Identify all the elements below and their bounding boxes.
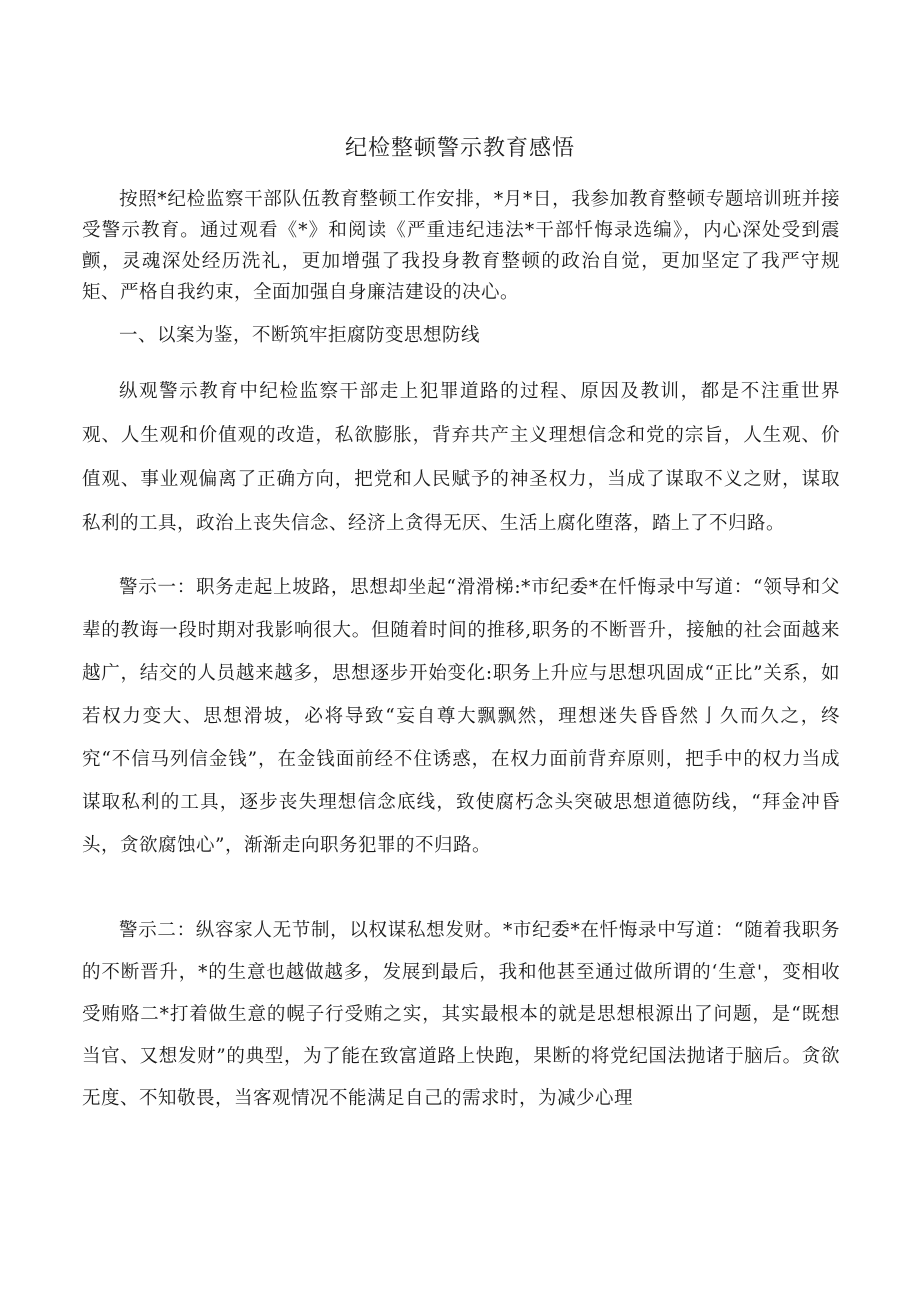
intro-paragraph: 按照*纪检监察干部队伍教育整顿工作安排，*月*日，我参加教育整顿专题培训班并接受警示教育。通过观看《*》和阅读《严重违纪违法*干部忏悔录选编》，内心深处受到震颤，灵魂深处经历洗礼，更加增强了我投身教育整顿的政治自觉，更加坚定了我严守规矩、严格自我约束，全面加强自身廉洁建设的决心。 <box>82 189 840 303</box>
analysis-paragraph: 纵观警示教育中纪检监察干部走上犯罪道路的过程、原因及教训，都是不注重世界观、人生观和价值观的改造，私欲膨胀，背弃共产主义理想信念和党的宗旨，人生观、价值观、事业观偏离了正确方向，把党和人民赋予的神圣权力，当成了谋取不义之财，谋取私利的工具，政治上丧失信念、经济上贪得无厌、生活上腐化堕落，踏上了不归路。 <box>82 381 840 534</box>
warning-two-paragraph: 警示二：纵容家人无节制，以权谋私想发财。*市纪委*在忏悔录中写道：“随着我职务的不断晋升，*的生意也越做越多，发展到最后，我和他甚至通过做所谓的‘生意'，变相收受贿赂二*打着做生意的幌子行受贿之实，其实最根本的就是思想根源出了问题，是“既想当官、又想发财”的典型，为了能在致富道路上快跑，果断的将党纪国法抛诸于脑后。贪欲无度、不知敬畏，当客观情况不能满足自己的需求时，为减少心理 <box>82 920 840 1109</box>
warning-one-paragraph: 警示一：职务走起上坡路，思想却坐起“滑滑梯:*市纪委*在忏悔录中写道：“领导和父辈的教诲一段时期对我影响很大。但随着时间的推移,职务的不断晋升，接触的社会面越来越广，结交的人员越来越多，思想逐步开始变化:职务上升应与思想巩固成“正比”关系，如若权力变大、思想滑坡，必将导致“妄自尊大飘飘然，理想迷失昏昏然亅久而久之，终究“不信马列信金钱”，在金钱面前经不住诱惑，在权力面前背弃原则，把手中的权力当成谋取私利的工具，逐步丧失理想信念底线，致使腐朽念头突破思想道德防线，“拜金冲昏头，贪欲腐蚀心”，渐渐走向职务犯罪的不归路。 <box>82 577 840 856</box>
section-heading-1: 一、以案为鉴，不断筑牢拒腐防变思想防线 <box>119 325 481 346</box>
page-title: 纪检整顿警示教育感悟 <box>344 136 575 161</box>
